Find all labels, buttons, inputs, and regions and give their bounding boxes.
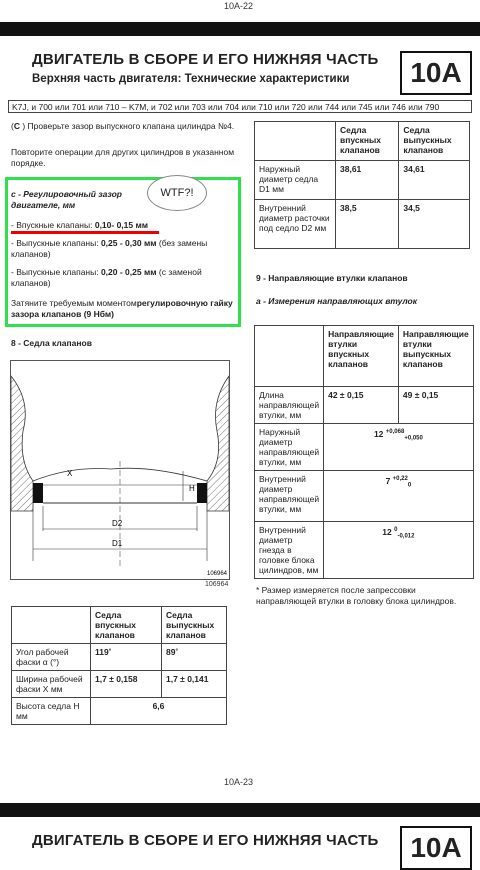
seats-left-cell-merged: 6,6: [91, 698, 227, 725]
seats-right-cell: 38,5: [336, 200, 399, 249]
guides-cell-merged: 12 $^0_{-0,012}$: [324, 522, 474, 579]
seats-left-row-label: Угол рабочей фаски α (°): [12, 644, 91, 671]
seats-left-row-label: Высота седла H мм: [12, 698, 91, 725]
bottom-black-bar: [0, 803, 480, 817]
seats-table-right: [254, 121, 470, 249]
step-letter: C: [13, 121, 20, 131]
guides-row-label: Внутренний диаметр гнезда в головке блока цилиндров, мм: [255, 522, 324, 579]
label-d2: D2: [112, 519, 123, 528]
seats-heading: 8 - Седла клапанов: [11, 338, 92, 348]
guides-header-1: Направляющие втулки впускных клапанов: [324, 326, 399, 387]
clearance-heading-a: с - Регулировочный зазор: [11, 189, 122, 199]
page-subtitle: Верхняя часть двигателя: Технические характеристики: [32, 73, 350, 85]
seats-left-header-2: Седла выпускных клапанов: [162, 607, 227, 644]
seats-right-header-1: Седла впускных клапанов: [336, 122, 399, 161]
seats-right-row-label: Внутренний диаметр расточки под седло D2 мм: [255, 200, 336, 249]
seats-right-cell: 38,61: [336, 161, 399, 200]
seats-left-row-label: Ширина рабочей фаски X мм: [12, 671, 91, 698]
figure-id: 106964: [205, 581, 229, 588]
seats-right-cell: 34,61: [399, 161, 470, 200]
top-black-bar: [0, 22, 480, 36]
repeat-text: Повторите операции для других цилиндров в указанном порядке.: [11, 147, 235, 168]
seats-left-cell: 119˚: [91, 644, 162, 671]
seats-table-left: [11, 606, 227, 725]
label-d1: D1: [112, 539, 123, 548]
seats-right-cell: 34,5: [399, 200, 470, 249]
check-step: (C ) Проверьте зазор выпускного клапана цилиндра №4.: [11, 121, 235, 131]
next-page-title: ДВИГАТЕЛЬ В СБОРЕ И ЕГО НИЖНЯЯ ЧАСТЬ: [32, 832, 379, 849]
torque-note: Затяните требуемым моментомрегулировочную гайку зазора клапанов (9 Нбм): [11, 298, 233, 319]
guides-row-label: Внутренний диаметр направляющей втулки, мм: [255, 471, 324, 522]
model-list: K7J, и 700 или 701 или 710 – K7M, и 702 или 703 или 704 или 710 или 720 или 744 или 745 или 746 или 790: [8, 100, 472, 113]
page-title: ДВИГАТЕЛЬ В СБОРЕ И ЕГО НИЖНЯЯ ЧАСТЬ: [32, 51, 379, 68]
clearance-heading-b: двигателе, мм: [11, 200, 76, 210]
guides-cell-merged: 12 $^{+0,068}_{+0,050}$: [324, 424, 474, 471]
exhaust-clearance-1: - Выпускные клапаны: 0,25 - 0,30 мм (без замены клапанов): [11, 238, 208, 259]
guides-header-0: [255, 326, 324, 387]
guides-cell-merged: 7 $^{+0,22}_0$: [324, 471, 474, 522]
guides-row-label: Длина направляющей втулки, мм: [255, 387, 324, 424]
seats-right-row-label: Наружный диаметр седла D1 мм: [255, 161, 336, 200]
seats-left-cell: 89˚: [162, 644, 227, 671]
intake-clearance: - Впускные клапаны: 0,10- 0,15 мм: [11, 220, 149, 230]
guides-cell: 42 ± 0,15: [324, 387, 399, 424]
next-section-badge: 10A: [400, 826, 472, 870]
valve-seat-figure: [10, 360, 230, 580]
label-x: X: [67, 469, 73, 478]
speech-bubble: WTF?!: [147, 175, 207, 211]
seats-right-header-2: Седла выпускных клапанов: [399, 122, 470, 161]
figure-id-inner: 106964: [207, 571, 228, 577]
guides-heading: 9 - Направляющие втулки клапанов: [256, 273, 408, 283]
seats-left-header-1: Седла впускных клапанов: [91, 607, 162, 644]
exhaust-clearance-2: - Выпускные клапаны: 0,20 - 0,25 мм (с заменой клапанов): [11, 267, 202, 288]
guides-row-label: Наружный диаметр направляющей втулки, мм: [255, 424, 324, 471]
valve-seat-drawing: [11, 361, 229, 579]
guides-header-2: Направляющие втулки выпускных клапанов: [398, 326, 473, 387]
page-number-top: 10A-22: [224, 1, 254, 11]
label-h: H: [189, 484, 195, 493]
guides-subheading: а - Измерения направляющих втулок: [256, 296, 417, 306]
guides-footnote: * Размер измеряется после запрессовки направляющей втулки в головку блока цилиндров.: [256, 585, 457, 606]
seats-left-cell: 1,7 ± 0,141: [162, 671, 227, 698]
page-number-bottom: 10A-23: [224, 777, 254, 787]
seats-right-header-0: [255, 122, 336, 161]
section-badge: 10A: [400, 51, 472, 95]
guides-table: [254, 325, 474, 579]
red-underline: [11, 231, 159, 234]
check-text: ) Проверьте зазор выпускного клапана цилиндра №4.: [19, 121, 235, 131]
seats-left-header-0: [12, 607, 91, 644]
guides-cell: 49 ± 0,15: [398, 387, 473, 424]
seats-left-cell: 1,7 ± 0,158: [91, 671, 162, 698]
